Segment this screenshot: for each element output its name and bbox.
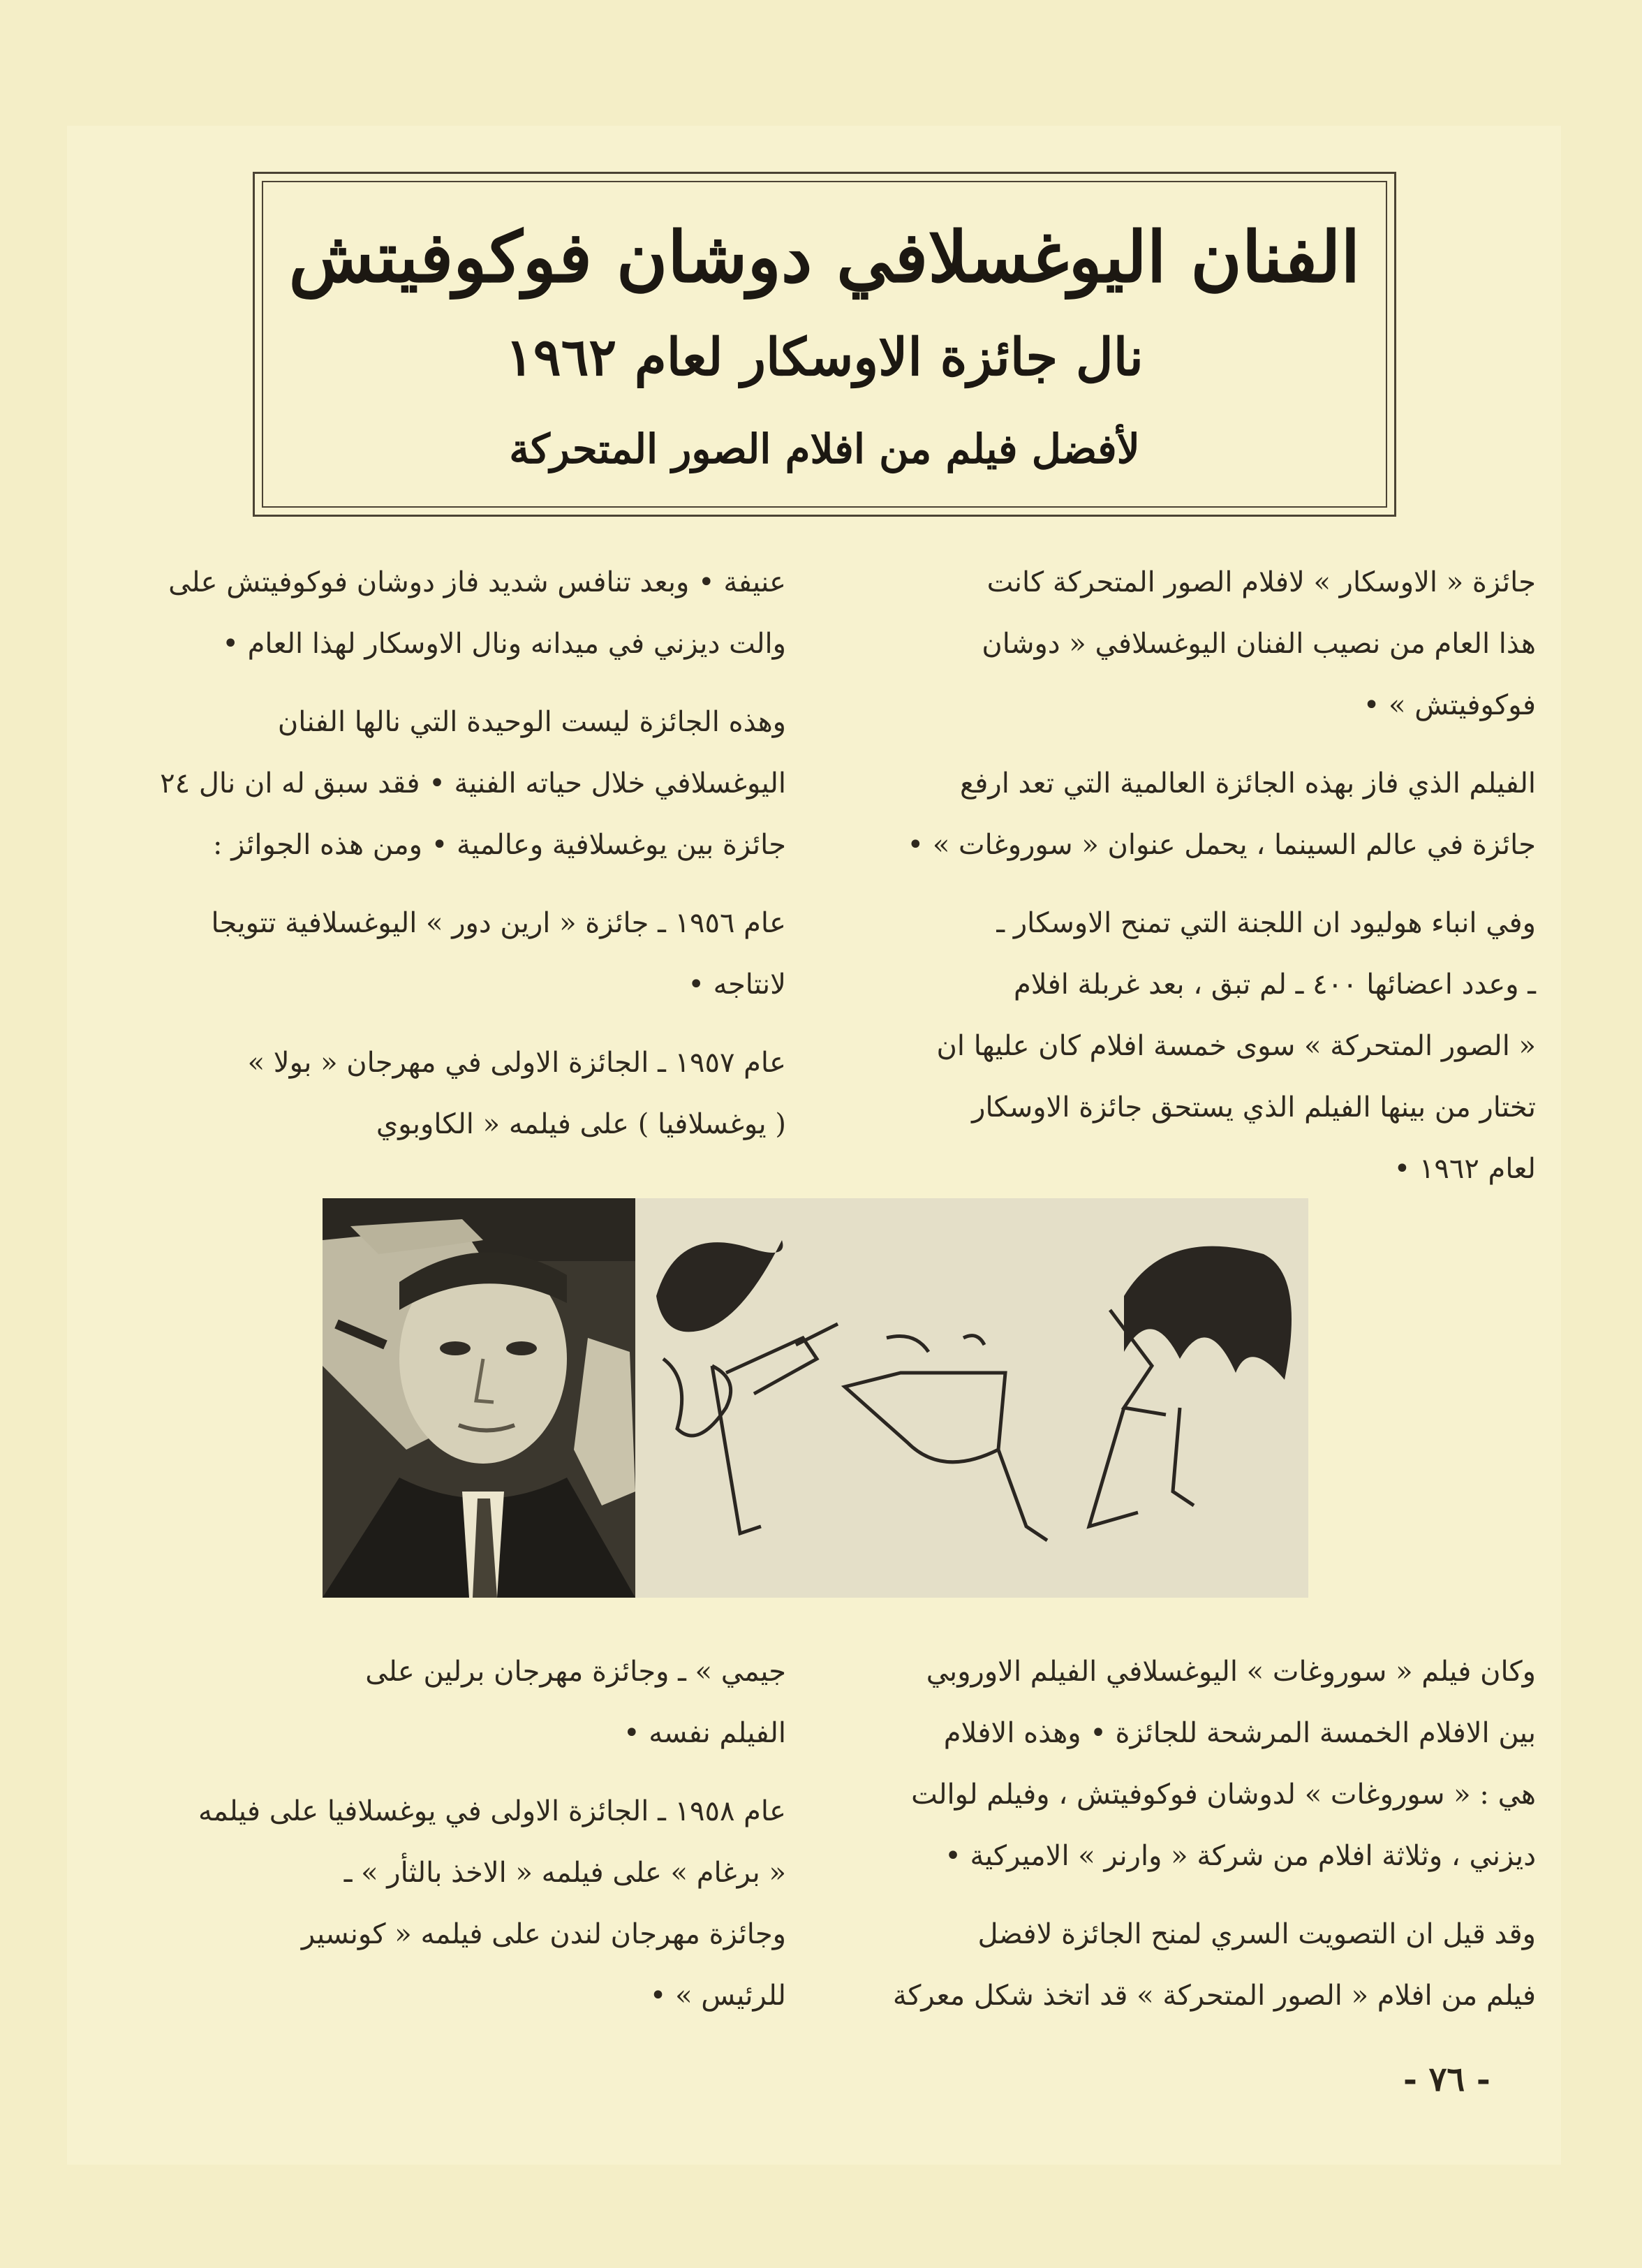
text-line: عام ١٩٥٦ ـ جائزة « ارين دور » اليوغسلافية تتويجا — [211, 907, 786, 939]
portrait-photo — [323, 1198, 635, 1598]
text-line: عام ١٩٥٧ ـ الجائزة الاولى في مهرجان « بولا » — [247, 1047, 786, 1079]
text-line: عام ١٩٥٨ ـ الجائزة الاولى في يوغسلافيا على فيلمه — [198, 1795, 786, 1827]
text-line: ـ وعدد اعضائها ٤٠٠ ـ لم تبق ، بعد غربلة افلام — [1013, 969, 1536, 1001]
text-line: ( يوغسلافيا ) على فيلمه « الكاوبوي — [376, 1108, 786, 1140]
cartoon-drawing — [635, 1198, 1308, 1598]
subheadline: نال جائزة الاوسكار لعام ١٩٦٢ — [505, 327, 1144, 388]
text-line: « الصور المتحركة » سوى خمسة افلام كان عليها ان — [936, 1030, 1536, 1062]
text-line: فوكوفيتش » • — [1363, 689, 1536, 721]
text-line: جائزة بين يوغسلافية وعالمية • ومن هذه الجوائز : — [213, 829, 786, 861]
text-line: وقد قيل ان التصويت السري لمنح الجائزة لافضل — [977, 1918, 1536, 1950]
text-line: عنيفة • وبعد تنافس شديد فاز دوشان فوكوفيتش على — [168, 566, 786, 598]
text-line: وهذه الجائزة ليست الوحيدة التي نالها الفنان — [277, 706, 786, 738]
text-line: تختار من بينها الفيلم الذي يستحق جائزة الاوسكار — [972, 1091, 1536, 1124]
text-line: جائزة « الاوسكار » لافلام الصور المتحركة كانت — [986, 566, 1536, 598]
text-line: جائزة في عالم السينما ، يحمل عنوان « سوروغات » • — [907, 829, 1536, 861]
title-box — [253, 172, 1396, 517]
text-line: والت ديزني في ميدانه ونال الاوسكار لهذا العام • — [222, 628, 786, 660]
text-line: وفي انباء هوليود ان اللجنة التي تمنح الاوسكار ـ — [996, 907, 1536, 939]
text-line: وجائزة مهرجان لندن على فيلمه « كونسير — [301, 1918, 786, 1950]
article-column-right-top — [838, 552, 1536, 1200]
article-column-right-bottom — [838, 1641, 1536, 2026]
portrait-drawing — [323, 1198, 635, 1598]
text-line: هي : « سوروغات » لدوشان فوكوفيتش ، وفيلم لوالت — [911, 1779, 1536, 1811]
text-line: وكان فيلم « سوروغات » اليوغسلافي الفيلم الاوروبي — [926, 1656, 1536, 1688]
article-column-left-bottom — [102, 1641, 786, 2026]
text-line: بين الافلام الخمسة المرشحة للجائزة • وهذه الافلام — [943, 1717, 1536, 1749]
text-line: لانتاجه • — [688, 969, 786, 1001]
text-line: اليوغسلافي خلال حياته الفنية • فقد سبق له ان نال ٢٤ — [160, 767, 786, 800]
cartoon-characters — [635, 1198, 1308, 1598]
text-line: الفيلم نفسه • — [623, 1717, 786, 1749]
headline: الفنان اليوغسلافي دوشان فوكوفيتش — [288, 216, 1361, 298]
text-line: الفيلم الذي فاز بهذه الجائزة العالمية التي تعد ارفع — [960, 767, 1536, 800]
page-number: - ٧٦ - — [1403, 2060, 1491, 2099]
text-line: هذا العام من نصيب الفنان اليوغسلافي « دوشان — [982, 628, 1536, 660]
tagline: لأفضل فيلم من افلام الصور المتحركة — [509, 425, 1140, 473]
illustration-strip — [323, 1198, 1308, 1598]
text-line: لعام ١٩٦٢ • — [1393, 1153, 1536, 1185]
text-line: جيمي » ـ وجائزة مهرجان برلين على — [365, 1656, 786, 1688]
article-column-left-top — [102, 552, 786, 1155]
text-line: « برغام » على فيلمه « الاخذ بالثأر » ـ — [343, 1857, 786, 1889]
text-line: للرئيس » • — [649, 1980, 786, 2012]
text-line: فيلم من افلام « الصور المتحركة » قد اتخذ شكل معركة — [892, 1980, 1536, 2012]
text-line: ديزني ، وثلاثة افلام من شركة « وارنر » الاميركية • — [945, 1840, 1536, 1872]
